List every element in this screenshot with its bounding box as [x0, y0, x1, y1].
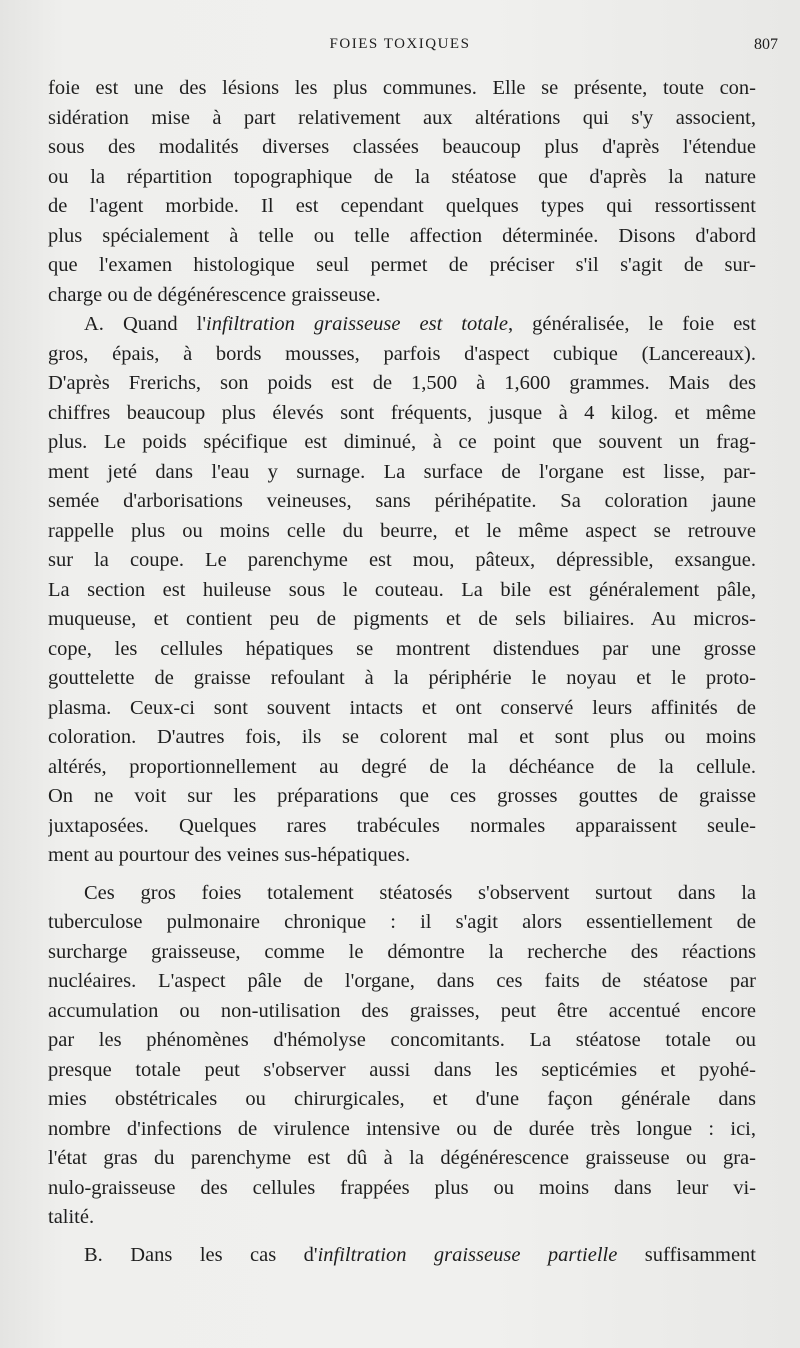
paragraph-1 [48, 74, 756, 310]
text-line: que l'examen histologique seul permet de préciser s'il s'agit de sur- [48, 254, 756, 276]
text-line: D'après Frerichs, son poids est de 1,500 à 1,600 grammes. Mais des [48, 372, 756, 394]
text-line: nucléaires. L'aspect pâle de l'organe, dans ces faits de stéatose par [48, 970, 756, 992]
text-line [48, 310, 756, 340]
text-line: ment au pourtour des veines sus-hépatiques. [48, 844, 411, 866]
text-line: de l'agent morbide. Il est cependant quelques types qui ressortissent [48, 195, 756, 217]
text-line: Ces gros foies totalement stéatosés s'observent surtout dans la [84, 881, 756, 904]
paragraph-3 [48, 879, 756, 1233]
text-line: mies obstétricales ou chirurgicales, et d'une façon générale dans [48, 1088, 756, 1110]
text-line [48, 1241, 756, 1271]
italic-term: infiltration graisseuse est totale [206, 313, 508, 335]
text-line: gouttelette de graisse refoulant à la périphérie le noyau et le proto- [48, 667, 756, 689]
text-run: suffisamment [617, 1243, 756, 1266]
text-line: plus spécialement à telle ou telle affection déterminée. Disons d'abord [48, 224, 756, 247]
text-line: accumulation ou non-utilisation des graisses, peut être accentué encore [48, 999, 756, 1022]
body-text [48, 74, 756, 1270]
paragraph-2 [48, 310, 756, 871]
text-line: tuberculose pulmonaire chronique : il s'agit alors essentiellement de [48, 911, 756, 933]
paragraph-gap [48, 1233, 756, 1241]
text-line: altérés, proportionnellement au degré de la déchéance de la cellule. [48, 755, 756, 778]
text-line: cope, les cellules hépatiques se montrent distendues par une grosse [48, 637, 756, 660]
text-line: chiffres beaucoup plus élevés sont fréquents, jusque à 4 kilog. et même [48, 401, 756, 424]
text-run: B. Dans les cas d' [84, 1243, 318, 1266]
text-line: plus. Le poids spécifique est diminué, à ce point que souvent un frag- [48, 431, 756, 453]
text-line: La section est huileuse sous le couteau. La bile est généralement pâle, [48, 578, 756, 601]
page-number: 807 [754, 36, 778, 53]
text-line: surcharge graisseuse, comme le démontre la recherche des réactions [48, 940, 756, 963]
text-line: presque totale peut s'observer aussi dans les septicémies et pyohé- [48, 1058, 756, 1081]
text-line: foie est une des lésions les plus communes. Elle se présente, toute con- [48, 77, 756, 99]
text-line: l'état gras du parenchyme est dû à la dégénérescence graisseuse ou gra- [48, 1147, 756, 1169]
italic-term: infiltration graisseuse partielle [317, 1243, 618, 1266]
text-line: On ne voit sur les préparations que ces grosses gouttes de graisse [48, 785, 756, 807]
text-line: coloration. D'autres fois, ils se colorent mal et sont plus ou moins [48, 726, 756, 748]
text-line: ou la répartition topographique de la stéatose que d'après la nature [48, 165, 756, 188]
text-line: semée d'arborisations veineuses, sans périhépatite. Sa coloration jaune [48, 490, 756, 512]
text-line: nulo-graisseuse des cellules frappées plus ou moins dans leur vi- [48, 1176, 756, 1199]
running-head-title: FOIES TOXIQUES [329, 36, 471, 52]
running-head [0, 34, 800, 58]
text-line: rappelle plus ou moins celle du beurre, et le même aspect se retrouve [48, 519, 756, 542]
text-line: talité. [48, 1206, 95, 1228]
text-line: sur la coupe. Le parenchyme est mou, pâteux, dépressible, exsangue. [48, 549, 756, 571]
text-line: sous des modalités diverses classées beaucoup plus d'après l'étendue [48, 136, 756, 158]
text-line: nombre d'infections de virulence intensive ou de durée très longue : ici, [48, 1117, 756, 1140]
text-line: charge ou de dégénérescence graisseuse. [48, 283, 381, 306]
text-line: plasma. Ceux-ci sont souvent intacts et ont conservé leurs affinités de [48, 696, 756, 719]
text-line: sidération mise à part relativement aux altérations qui s'y associent, [48, 106, 756, 129]
paragraph-4 [48, 1241, 756, 1271]
text-run: A. Quand l' [84, 313, 207, 335]
text-line: ment jeté dans l'eau y surnage. La surface de l'organe est lisse, par- [48, 460, 756, 483]
text-run: , généralisée, le foie est [507, 313, 756, 335]
text-line: gros, épais, à bords mousses, parfois d'aspect cubique (Lancereaux). [48, 342, 756, 365]
text-line: juxtaposées. Quelques rares trabécules normales apparaissent seule- [48, 814, 756, 837]
paragraph-gap [48, 871, 756, 879]
text-line: par les phénomènes d'hémolyse concomitants. La stéatose totale ou [48, 1029, 756, 1051]
text-line: muqueuse, et contient peu de pigments et de sels biliaires. Au micros- [48, 608, 756, 630]
